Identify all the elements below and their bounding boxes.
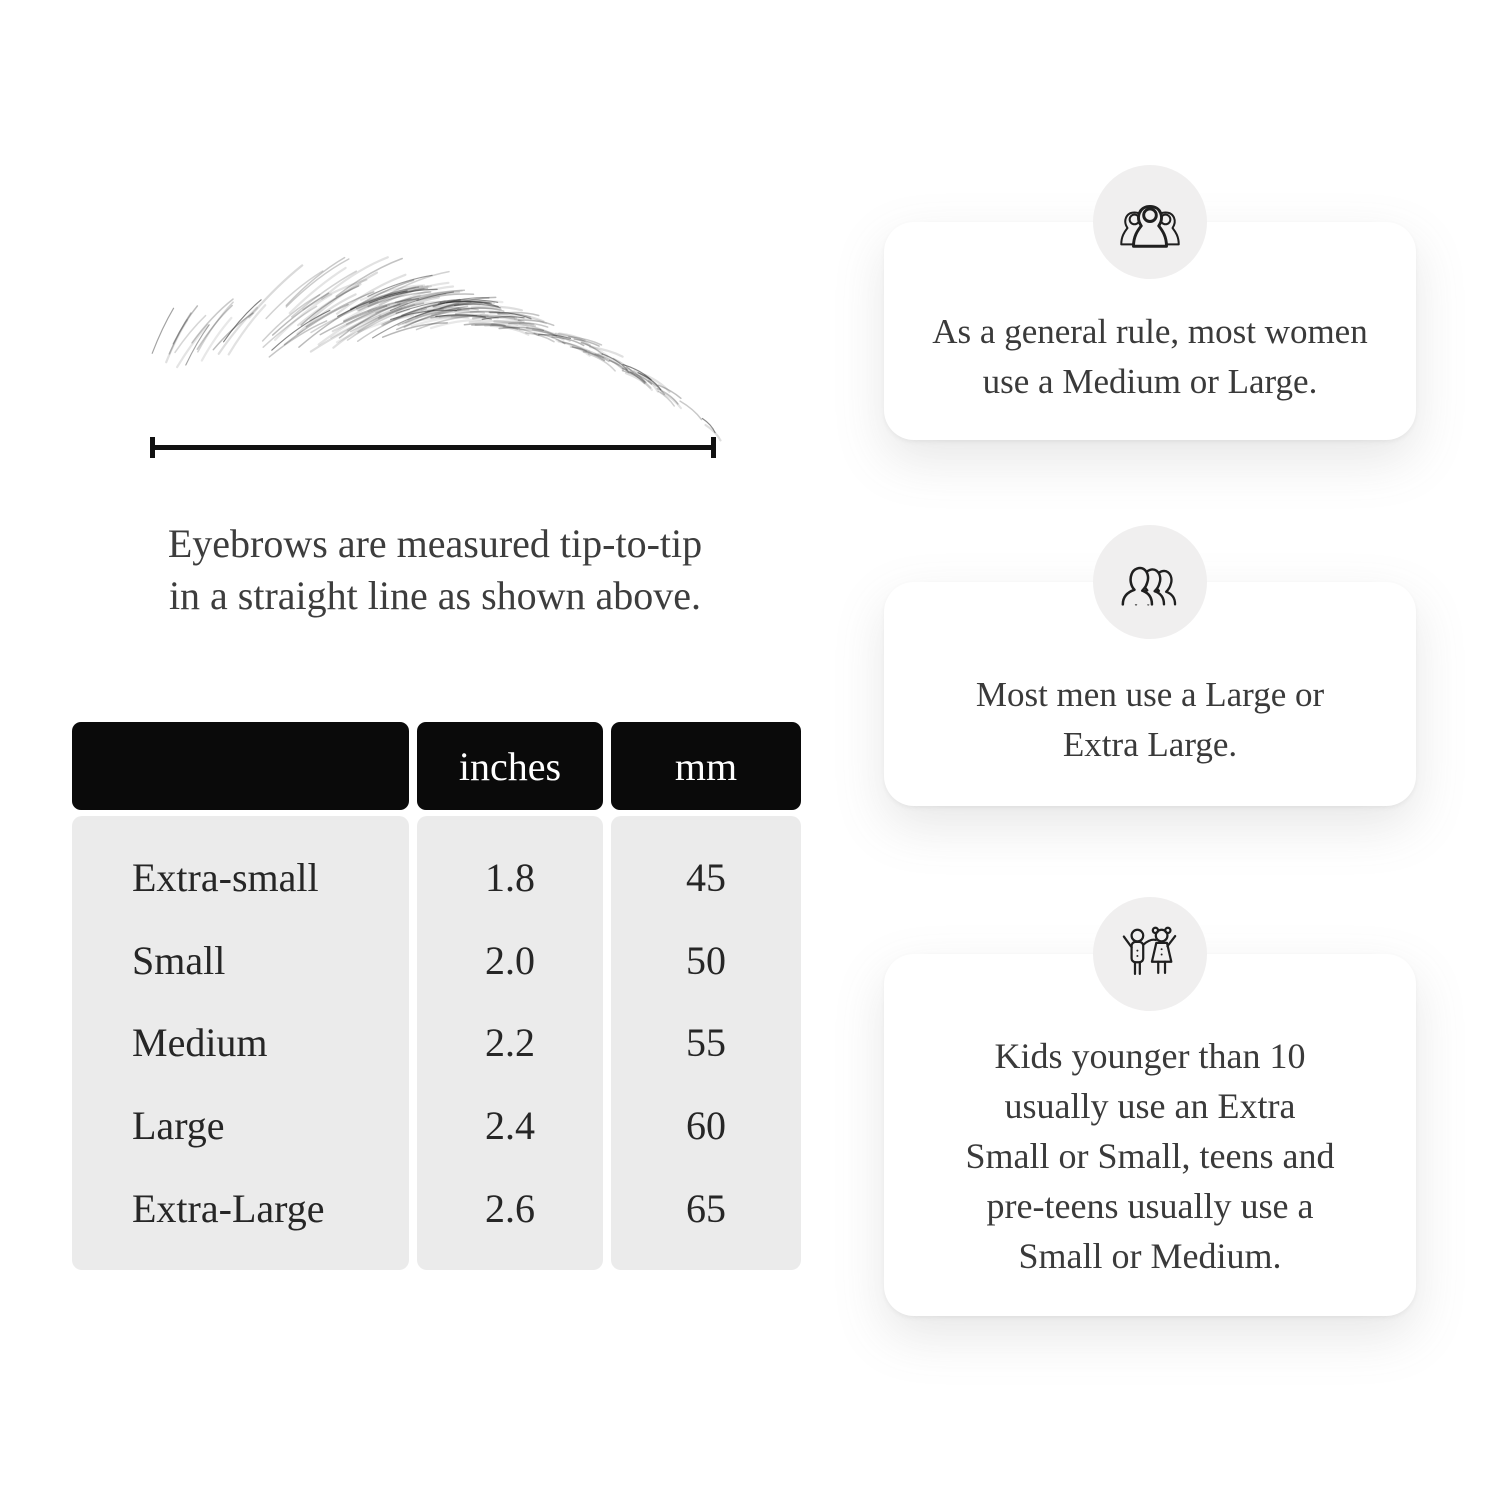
size-label: Small [132,937,226,983]
caption-line-2: in a straight line as shown above. [168,573,702,618]
mm-value: 55 [686,1020,726,1066]
card-text-line: Small or Small, teens and [965,1136,1335,1176]
men-group-icon [1117,553,1183,611]
icon-circle [1093,525,1207,639]
inches-value: 2.2 [485,1020,535,1066]
icon-circle [1093,165,1207,279]
size-label: Medium [132,1020,268,1066]
mm-value: 45 [686,854,726,900]
size-table-header [72,722,801,810]
mm-value: 50 [686,937,726,983]
women-group-icon [1117,193,1183,251]
header-cell-mm: mm [611,722,801,810]
inches-value: 2.0 [485,937,535,983]
inches-value: 2.4 [485,1103,535,1149]
card-text-line: pre-teens usually use a [986,1186,1314,1226]
children-icon [1119,923,1181,985]
header-cell-inches: inches [417,722,603,810]
measurement-end-tick-right [711,437,716,458]
men-recommendation-card [884,582,1416,806]
size-label: Extra-Large [132,1186,325,1232]
measurement-line [150,437,716,458]
header-cell-size [72,722,409,810]
measurement-caption [85,518,785,622]
card-text-line: usually use an Extra [1004,1086,1296,1126]
card-text-line: Most men use a Large or [975,675,1325,714]
measurement-bar [152,445,714,450]
eyebrow-illustration [115,210,745,450]
size-table [72,722,801,1270]
inches-value: 1.8 [485,854,535,900]
size-label: Large [132,1103,225,1149]
mm-value: 60 [686,1103,726,1149]
size-label: Extra-small [132,854,319,900]
kids-recommendation-card [884,954,1416,1316]
size-table-body [72,816,801,1270]
card-text-line: Small or Medium. [1018,1236,1282,1276]
inches-value: 2.6 [485,1186,535,1232]
card-text-line: As a general rule, most women [932,312,1368,351]
card-text-line: Extra Large. [1062,725,1238,764]
size-column [72,816,409,1270]
mm-column [611,816,801,1270]
card-text-line: use a Medium or Large. [982,362,1318,401]
women-recommendation-card [884,222,1416,440]
caption-line-1: Eyebrows are measured tip-to-tip [167,521,703,566]
icon-circle [1093,897,1207,1011]
card-text-line: Kids younger than 10 [994,1036,1306,1076]
inches-column [417,816,603,1270]
mm-value: 65 [686,1186,726,1232]
